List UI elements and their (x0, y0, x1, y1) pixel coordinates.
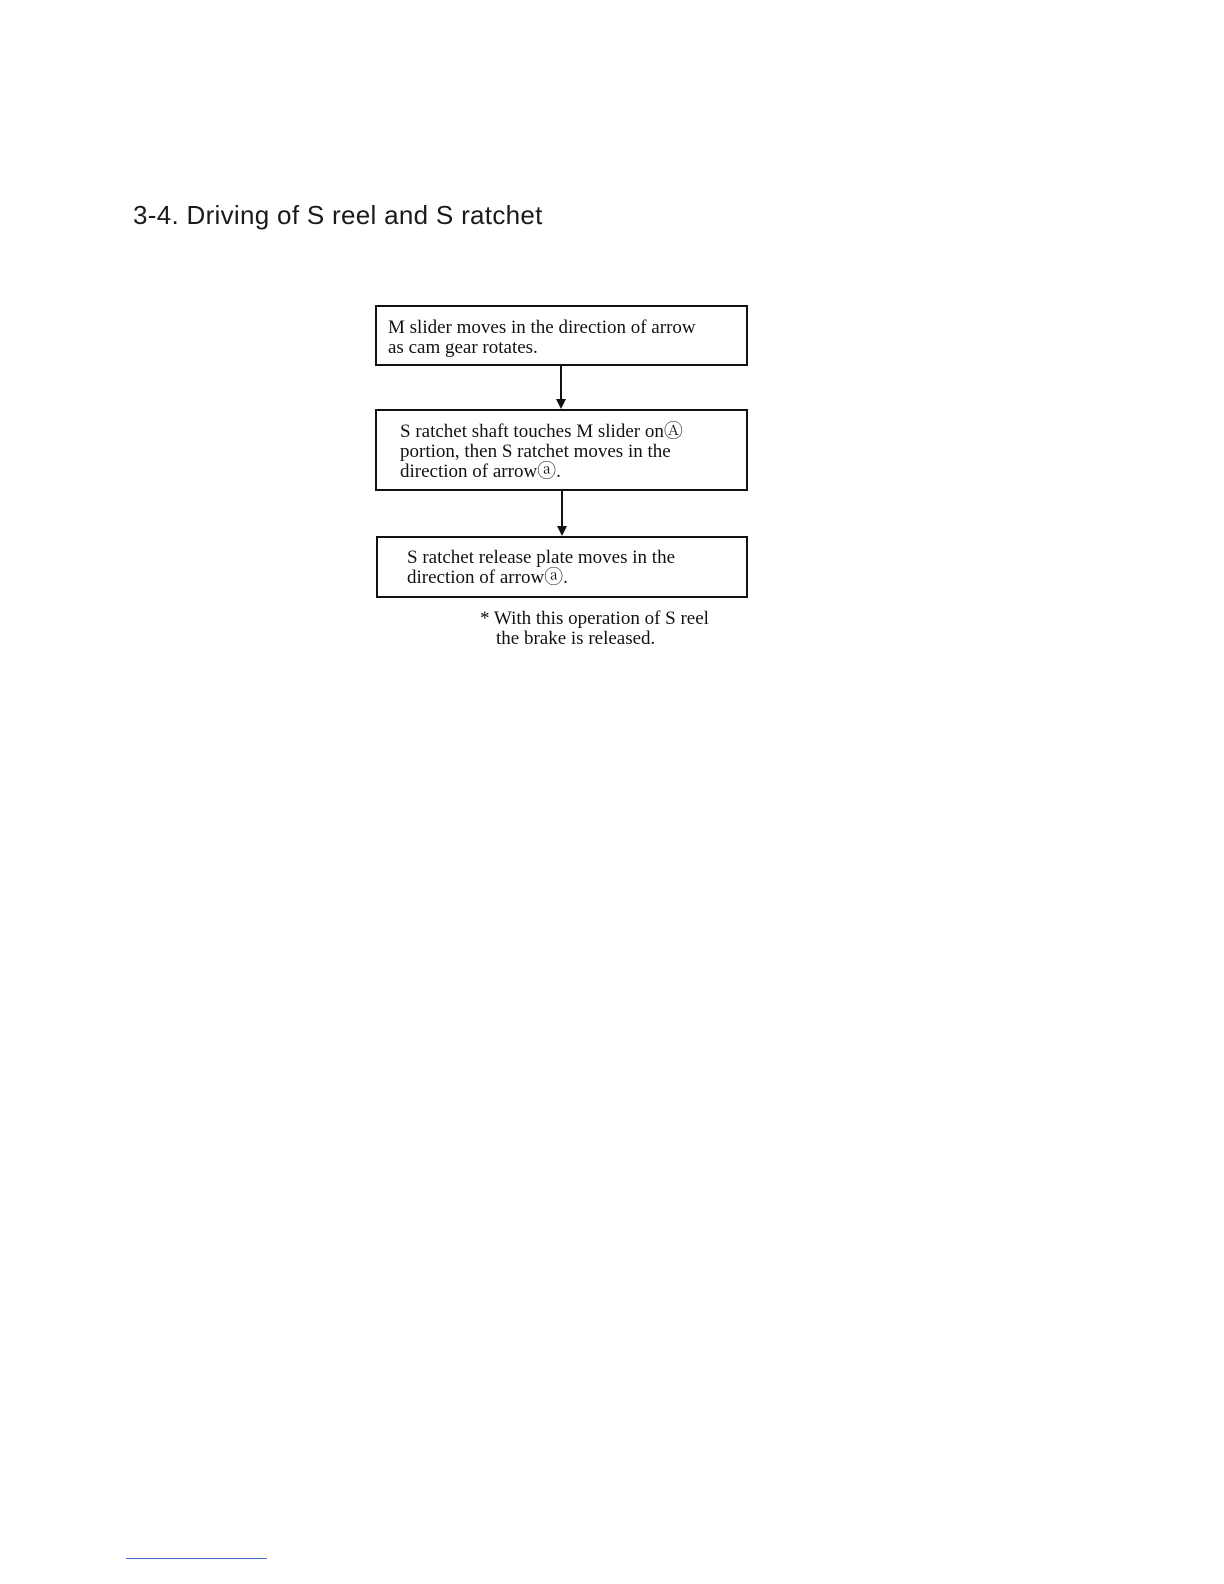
flow-arrow-1-down-icon (554, 366, 568, 409)
flow-step-2-line-2: portion, then S ratchet moves in the (400, 441, 671, 462)
flow-step-3-box (376, 536, 748, 598)
flow-step-3-line-1: S ratchet release plate moves in the (407, 547, 676, 568)
footnote-line-1: * With this operation of S reel (480, 608, 709, 629)
flow-step-3-line-2: direction of arrowⓐ. (407, 567, 568, 588)
flow-step-2-line-3: direction of arrowⓐ. (400, 461, 561, 482)
flow-step-1-line-2: as cam gear rotates. (388, 337, 538, 358)
footnote-line-2: the brake is released. (496, 628, 656, 649)
flow-step-2-line-1: S ratchet shaft touches M slider onⒶ (400, 421, 683, 442)
footer-rule (126, 1558, 267, 1559)
flow-arrow-2-down-icon (555, 491, 569, 536)
flow-footnote (480, 609, 709, 649)
flow-step-1-line-1: M slider moves in the direction of arrow (388, 317, 696, 338)
section-title: 3-4. Driving of S reel and S ratchet (133, 200, 543, 230)
flow-step-1-box (375, 305, 748, 366)
flow-step-2-box (375, 409, 748, 491)
